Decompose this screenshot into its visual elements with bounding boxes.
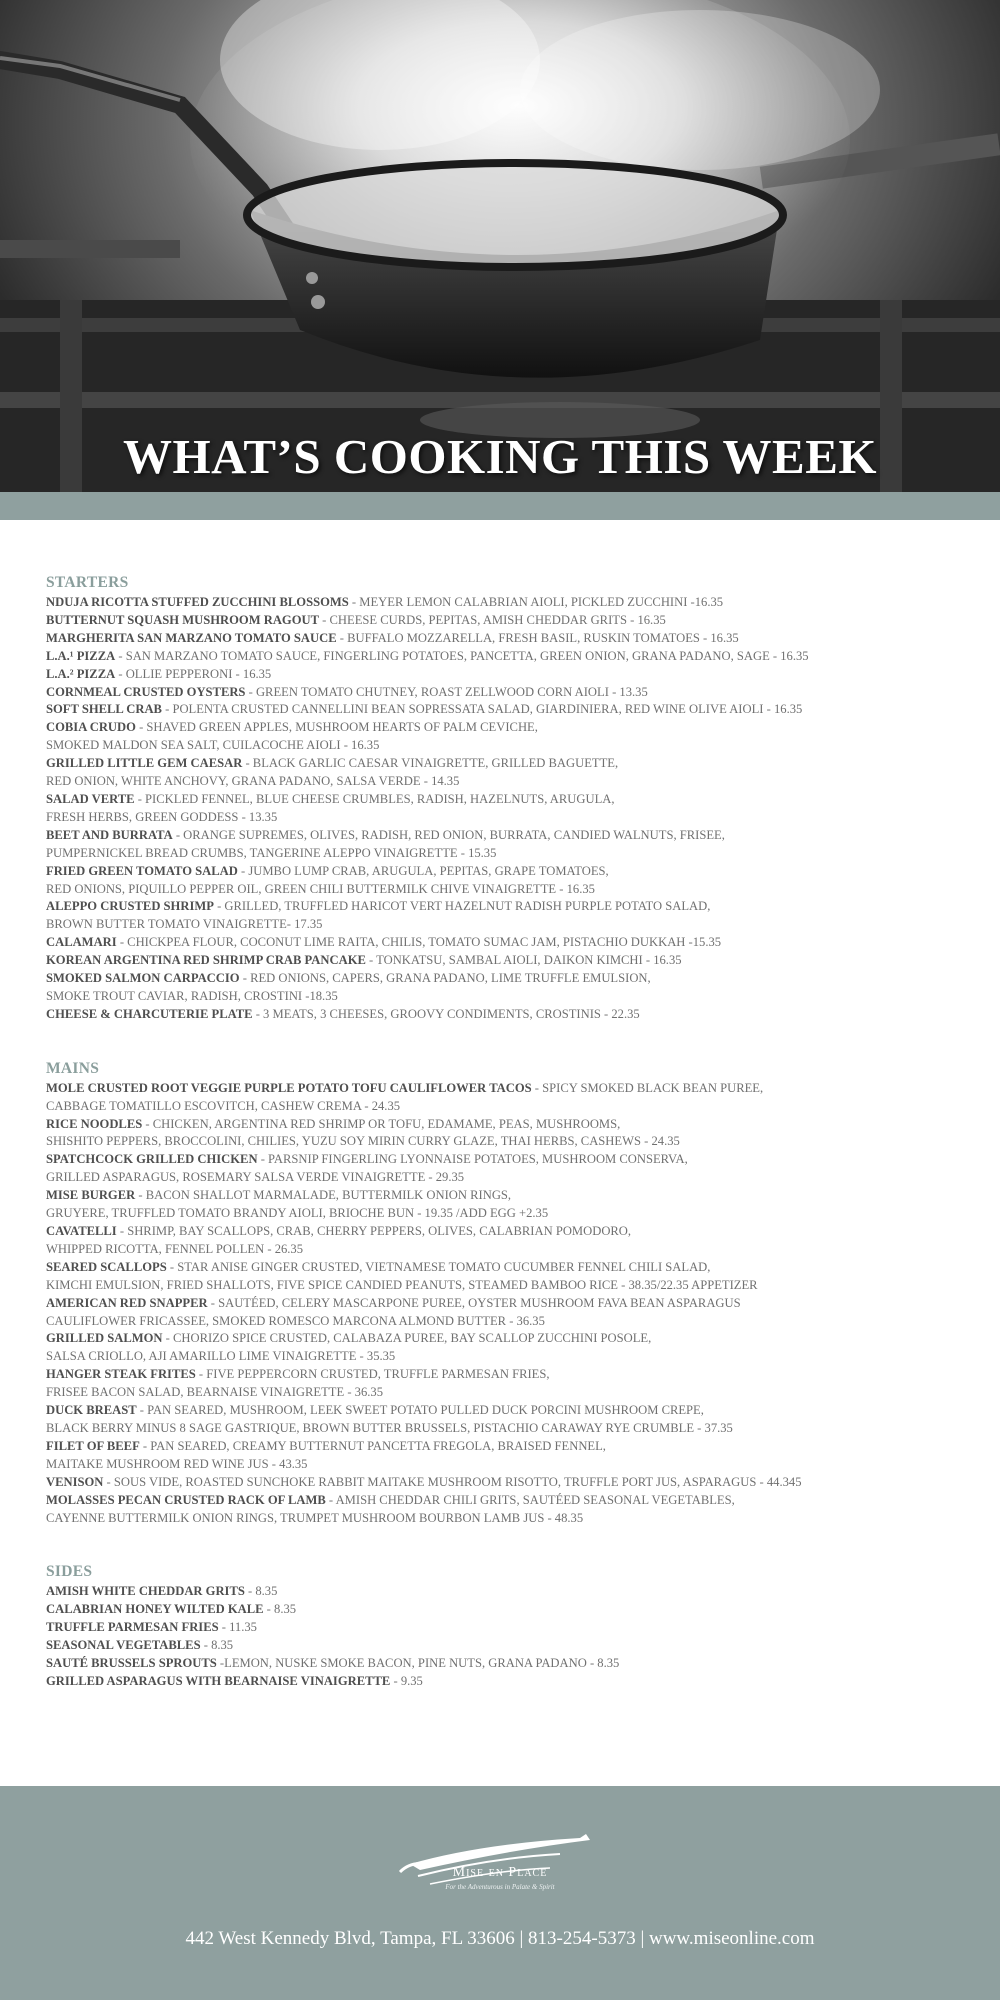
menu-item-line [46,1205,966,1223]
menu-item-description: SALSA CRIOLLO, AJI AMARILLO LIME VINAIGRETTE - 35.35 [46,1349,396,1364]
menu-item-description: - SHAVED GREEN APPLES, MUSHROOM HEARTS OF PALM CEVICHE, [135,720,538,735]
menu-item [46,701,966,719]
menu-item-description: GRUYERE, TRUFFLED TOMATO BRANDY AIOLI, BRIOCHE BUN - 19.35 /ADD EGG +2.35 [46,1206,549,1221]
menu-item [46,1116,966,1152]
menu-item-line [46,1080,966,1098]
menu-item-description: - POLENTA CRUSTED CANNELLINI BEAN SOPRESSATA SALAD, GIARDINIERA, RED WINE OLIVE AIOLI - 16.35 [161,702,803,717]
menu-item [46,755,966,791]
menu-item-name: CAVATELLI [46,1224,117,1238]
menu-item-name: CALABRIAN HONEY WILTED KALE [46,1602,264,1617]
menu-item-line [46,1366,966,1384]
menu-item-name: CHEESE & CHARCUTERIE PLATE [46,1006,253,1021]
menu-item-name: MISE BURGER [46,1188,136,1203]
menu-item-description: - PICKLED FENNEL, BLUE CHEESE CRUMBLES, RADISH, HAZELNUTS, ARUGULA, [134,791,615,806]
menu-item-name: SEARED SCALLOPS [46,1259,167,1274]
menu-item-name: VENISON [46,1474,104,1489]
menu-item-description: - OLLIE PEPPERONI - 16.35 [115,666,272,681]
menu-item-line [46,1313,966,1331]
menu-item-line [46,1348,966,1366]
menu-item-description: - AMISH CHEDDAR CHILI GRITS, SAUTÉED SEASONAL VEGETABLES, [325,1492,735,1507]
menu-item-description: - TONKATSU, SAMBAL AIOLI, DAIKON KIMCHI - 16.35 [365,953,682,968]
menu-item-description: - 3 MEATS, 3 CHEESES, GROOVY CONDIMENTS, CROSTINIS - 22.35 [252,1006,640,1021]
menu-item-description: - ORANGE SUPREMES, OLIVES, RADISH, RED ONION, BURRATA, CANDIED WALNUTS, FRISEE, [172,827,725,842]
menu-item-line [46,970,966,988]
menu-item [46,1583,966,1601]
menu-item [46,1151,966,1187]
menu-item-description: - FIVE PEPPERCORN CRUSTED, TRUFFLE PARMESAN FRIES, [195,1367,550,1382]
menu-item-line [46,630,966,648]
menu-item-name: SEASONAL VEGETABLES [46,1638,201,1653]
flaming-skillet-illustration [0,0,1000,492]
menu-item-name: AMERICAN RED SNAPPER [46,1295,208,1310]
menu-item [46,1006,966,1024]
menu-item-line [46,1420,966,1438]
menu-item [46,1673,966,1691]
menu-item-name: SAUTÉ BRUSSELS SPROUTS [46,1656,217,1671]
menu-item [46,1402,966,1438]
menu-item-name: SOFT SHELL CRAB [46,702,162,717]
menu-item-name: RICE NOODLES [46,1116,143,1131]
menu-item [46,791,966,827]
menu-item-line [46,1151,966,1169]
menu-item [46,1637,966,1655]
menu-item-name: HANGER STEAK FRITES [46,1367,196,1382]
menu-item [46,1601,966,1619]
menu-item-name: L.A.² PIZZA [46,666,116,681]
menu-item-name: AMISH WHITE CHEDDAR GRITS [46,1584,245,1599]
logo-name: Mise en Place [452,1865,548,1880]
menu-item-description: - GRILLED, TRUFFLED HARICOT VERT HAZELNUT RADISH PURPLE POTATO SALAD, [213,899,711,914]
menu-item [46,1295,966,1331]
menu-item-name: ALEPPO CRUSTED SHRIMP [46,899,214,914]
menu-item-description: - BUFFALO MOZZARELLA, FRESH BASIL, RUSKIN TOMATOES - 16.35 [336,630,739,645]
menu-item-line [46,1402,966,1420]
menu-item-description: CAULIFLOWER FRICASSEE, SMOKED ROMESCO MARCONA ALMOND BUTTER - 36.35 [46,1313,545,1328]
footer [0,1786,1000,2000]
menu-item-name: SPATCHCOCK GRILLED CHICKEN [46,1152,258,1167]
menu-item-line [46,1006,966,1024]
menu-item-description: - CHEESE CURDS, PEPITAS, AMISH CHEDDAR GRITS - 16.35 [319,612,666,627]
menu-item [46,666,966,684]
menu-item [46,970,966,1006]
menu-item [46,1223,966,1259]
menu-item-description: - SAN MARZANO TOMATO SAUCE, FINGERLING POTATOES, PANCETTA, GREEN ONION, GRANA PADANO, SAGE - 16.35 [115,648,809,663]
menu-item-line [46,1295,966,1313]
menu-item [46,612,966,630]
menu-item-name: BEET AND BURRATA [46,827,173,842]
menu-item-description: - SPICY SMOKED BLACK BEAN PUREE, [531,1080,764,1095]
menu-item-line [46,1098,966,1116]
menu-item-name: MARGHERITA SAN MARZANO TOMATO SAUCE [46,630,337,645]
menu-item-description: -LEMON, NUSKE SMOKE BACON, PINE NUTS, GRANA PADANO - 8.35 [216,1656,620,1671]
starters-list [46,594,966,1024]
menu-item-description: WHIPPED RICOTTA, FENNEL POLLEN - 26.35 [46,1241,304,1256]
menu-item-name: GRILLED LITTLE GEM CAESAR [46,756,243,771]
mains-list [46,1080,966,1528]
menu-item-description: FRISEE BACON SALAD, BEARNAISE VINAIGRETTE - 36.35 [46,1385,383,1400]
menu-item-description: SMOKED MALDON SEA SALT, CUILACOCHE AIOLI - 16.35 [46,738,380,753]
menu-item-line [46,719,966,737]
menu-item-description: - MEYER LEMON CALABRIAN AIOLI, PICKLED ZUCCHINI -16.35 [348,595,724,609]
menu-item-line [46,1116,966,1134]
menu-item-description: - CHICKEN, ARGENTINA RED SHRIMP OR TOFU, EDAMAME, PEAS, MUSHROOMS, [142,1116,621,1131]
menu-item-name: DUCK BREAST [46,1403,137,1418]
menu-item-description: - CHORIZO SPICE CRUSTED, CALABAZA PUREE, BAY SCALLOP ZUCCHINI POSOLE, [162,1331,652,1346]
menu-item [46,719,966,755]
menu-item-description: SHISHITO PEPPERS, BROCCOLINI, CHILIES, YUZU SOY MIRIN CURRY GLAZE, THAI HERBS, CASHEWS - 24.35 [46,1134,680,1149]
menu-item-line [46,791,966,809]
menu-item-name: NDUJA RICOTTA STUFFED ZUCCHINI BLOSSOMS [46,595,349,609]
menu-item-line [46,1438,966,1456]
menu-item-line [46,1456,966,1474]
menu-item [46,827,966,863]
menu-item [46,1366,966,1402]
menu-item-line [46,1474,966,1492]
menu-item-line [46,701,966,719]
menu-item-line [46,1384,966,1402]
menu-item-name: TRUFFLE PARMESAN FRIES [46,1620,219,1635]
section-sides [46,1563,966,1690]
menu-item-name: MOLASSES PECAN CRUSTED RACK OF LAMB [46,1492,326,1507]
menu-content [46,574,966,1691]
menu-item [46,1080,966,1116]
menu-item-name: SALAD VERTE [46,791,135,806]
menu-item-description: - RED ONIONS, CAPERS, GRANA PADANO, LIME TRUFFLE EMULSION, [239,971,651,986]
menu-item-line [46,1492,966,1510]
menu-item-line [46,1241,966,1259]
menu-item-line [46,898,966,916]
section-mains [46,1060,966,1528]
menu-item [46,1330,966,1366]
section-title-sides: SIDES [46,1563,93,1581]
menu-item [46,648,966,666]
menu-item-description: RED ONION, WHITE ANCHOVY, GRANA PADANO, SALSA VERDE - 14.35 [46,774,460,789]
menu-item-description: KIMCHI EMULSION, FRIED SHALLOTS, FIVE SPICE CANDIED PEANUTS, STEAMED BAMBOO RICE - 38.35/22.35 APPETIZER [46,1277,758,1292]
menu-item [46,934,966,952]
menu-item-line [46,684,966,702]
menu-item-line [46,988,966,1006]
menu-item-name: COBIA CRUDO [46,720,136,735]
page-title: WHAT’S COOKING THIS WEEK [123,429,877,484]
menu-item-description: - 9.35 [390,1673,423,1688]
menu-item-description: - CHICKPEA FLOUR, COCONUT LIME RAITA, CHILIS, TOMATO SUMAC JAM, PISTACHIO DUKKAH -15.35 [116,935,722,950]
menu-item-name: MOLE CRUSTED ROOT VEGGIE PURPLE POTATO TOFU CAULIFLOWER TACOS [46,1080,532,1095]
menu-item-name: GRILLED SALMON [46,1331,163,1346]
menu-item-name: CALAMARI [46,935,117,950]
menu-item [46,1655,966,1673]
menu-item-description: - 11.35 [218,1620,257,1635]
menu-item-description: - SOUS VIDE, ROASTED SUNCHOKE RABBIT MAITAKE MUSHROOM RISOTTO, TRUFFLE PORT JUS, ASPARAGUS - 44.345 [103,1474,802,1489]
menu-item-description: BROWN BUTTER TOMATO VINAIGRETTE- 17.35 [46,917,323,932]
menu-item-description: RED ONIONS, PIQUILLO PEPPER OIL, GREEN CHILI BUTTERMILK CHIVE VINAIGRETTE - 16.35 [46,881,595,896]
menu-item-name: FILET OF BEEF [46,1438,140,1453]
menu-item [46,1492,966,1528]
menu-item-line [46,863,966,881]
menu-item-line [46,1655,966,1673]
section-starters [46,574,966,1024]
menu-item [46,1259,966,1295]
section-title-mains: MAINS [46,1059,100,1077]
menu-item-description: - BLACK GARLIC CAESAR VINAIGRETTE, GRILLED BAGUETTE, [242,756,619,771]
menu-item-line [46,594,966,612]
menu-item-description: - SHRIMP, BAY SCALLOPS, CRAB, CHERRY PEPPERS, OLIVES, CALABRIAN POMODORO, [116,1224,632,1238]
sides-list [46,1583,966,1690]
menu-item-name: SMOKED SALMON CARPACCIO [46,971,240,986]
menu-item-description: CABBAGE TOMATILLO ESCOVITCH, CASHEW CREMA - 24.35 [46,1098,401,1113]
menu-item [46,1187,966,1223]
menu-item-description: CAYENNE BUTTERMILK ONION RINGS, TRUMPET MUSHROOM BOURBON LAMB JUS - 48.35 [46,1510,584,1525]
menu-item-line [46,1510,966,1528]
menu-item-line [46,916,966,934]
menu-item-description: GRILLED ASPARAGUS, ROSEMARY SALSA VERDE VINAIGRETTE - 29.35 [46,1170,465,1185]
menu-item-description: SMOKE TROUT CAVIAR, RADISH, CROSTINI -18.35 [46,988,338,1003]
header-band [0,492,1000,520]
footer-address: 442 West Kennedy Blvd, Tampa, FL 33606 | 813-254-5373 | www.miseonline.com [185,1928,815,1949]
menu-item-line [46,952,966,970]
menu-item-name: L.A.¹ PIZZA [46,648,116,663]
menu-item-description: - SAUTÉED, CELERY MASCARPONE PUREE, OYSTER MUSHROOM FAVA BEAN ASPARAGUS [207,1295,741,1310]
menu-item-name: BUTTERNUT SQUASH MUSHROOM RAGOUT [46,612,320,627]
menu-item [46,898,966,934]
menu-item-line [46,755,966,773]
menu-item-description: - 8.35 [200,1638,234,1653]
menu-item-line [46,1619,966,1637]
menu-item-line [46,1259,966,1277]
menu-item [46,1619,966,1637]
menu-item-line [46,1133,966,1151]
menu-item-name: KOREAN ARGENTINA RED SHRIMP CRAB PANCAKE [46,953,366,968]
menu-item-description: - BACON SHALLOT MARMALADE, BUTTERMILK ONION RINGS, [135,1188,512,1203]
section-title-starters: STARTERS [46,574,129,591]
menu-item-line [46,1583,966,1601]
menu-item [46,1438,966,1474]
menu-item-description: FRESH HERBS, GREEN GODDESS - 13.35 [46,809,278,824]
menu-item [46,594,966,612]
menu-item-description: - PAN SEARED, CREAMY BUTTERNUT PANCETTA FREGOLA, BRAISED FENNEL, [139,1438,606,1453]
menu-item-line [46,648,966,666]
menu-item-description: - 8.35 [244,1584,278,1599]
menu-item-line [46,612,966,630]
menu-item-line [46,1223,966,1241]
menu-item-line [46,1169,966,1187]
menu-item-line [46,1187,966,1205]
menu-item [46,863,966,899]
menu-item-line [46,1637,966,1655]
menu-item-line [46,1277,966,1295]
chef-knife-swoosh-logo-icon [390,1824,610,1904]
menu-item-line [46,737,966,755]
menu-item-description: - 8.35 [263,1602,297,1617]
menu-item [46,1474,966,1492]
logo-tagline: For the Adventurous in Palate & Spirit [445,1883,555,1891]
menu-item-description: - PARSNIP FINGERLING LYONNAISE POTATOES, MUSHROOM CONSERVA, [257,1152,688,1167]
menu-item-name: GRILLED ASPARAGUS WITH BEARNAISE VINAIGRETTE [46,1673,391,1688]
menu-item [46,684,966,702]
menu-item-line [46,934,966,952]
menu-item-line [46,809,966,827]
menu-item-name: FRIED GREEN TOMATO SALAD [46,863,238,878]
menu-item-line [46,827,966,845]
menu-item-line [46,1601,966,1619]
menu-item [46,952,966,970]
menu-item-description: - PAN SEARED, MUSHROOM, LEEK SWEET POTATO PULLED DUCK PORCINI MUSHROOM CREPE, [136,1403,704,1418]
menu-item-description: - STAR ANISE GINGER CRUSTED, VIETNAMESE TOMATO CUCUMBER FENNEL CHILI SALAD, [166,1259,711,1274]
menu-item-description: MAITAKE MUSHROOM RED WINE JUS - 43.35 [46,1456,308,1471]
menu-item-description: PUMPERNICKEL BREAD CRUMBS, TANGERINE ALEPPO VINAIGRETTE - 15.35 [46,845,497,860]
menu-item-line [46,845,966,863]
menu-item-line [46,881,966,899]
hero-photo [0,0,1000,492]
menu-item-line [46,1673,966,1691]
menu-item-line [46,1330,966,1348]
menu-item-description: - GREEN TOMATO CHUTNEY, ROAST ZELLWOOD CORN AIOLI - 13.35 [245,684,648,699]
menu-item-line [46,666,966,684]
menu-item-name: CORNMEAL CRUSTED OYSTERS [46,684,246,699]
menu-item [46,630,966,648]
menu-item-description: - JUMBO LUMP CRAB, ARUGULA, PEPITAS, GRAPE TOMATOES, [237,863,609,878]
menu-item-description: BLACK BERRY MINUS 8 SAGE GASTRIQUE, BROWN BUTTER BRUSSELS, PISTACHIO CARAWAY RYE CRUMBLE - 37.35 [46,1420,733,1435]
menu-item-line [46,773,966,791]
